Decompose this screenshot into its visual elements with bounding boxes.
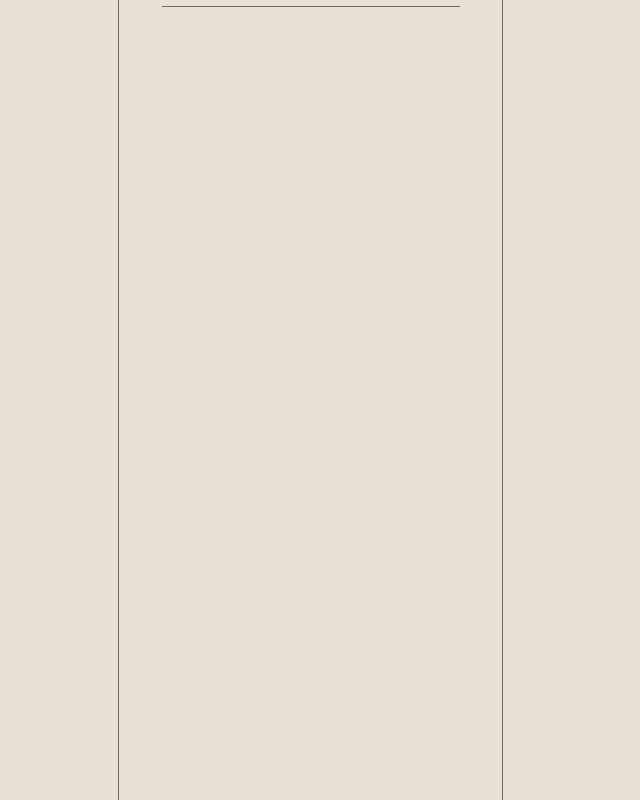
column-rule-right [502,0,503,800]
article-separator [162,6,460,7]
column-rule-left [118,0,119,800]
left-column [0,0,116,800]
article-column [122,0,500,800]
right-column [506,0,640,800]
